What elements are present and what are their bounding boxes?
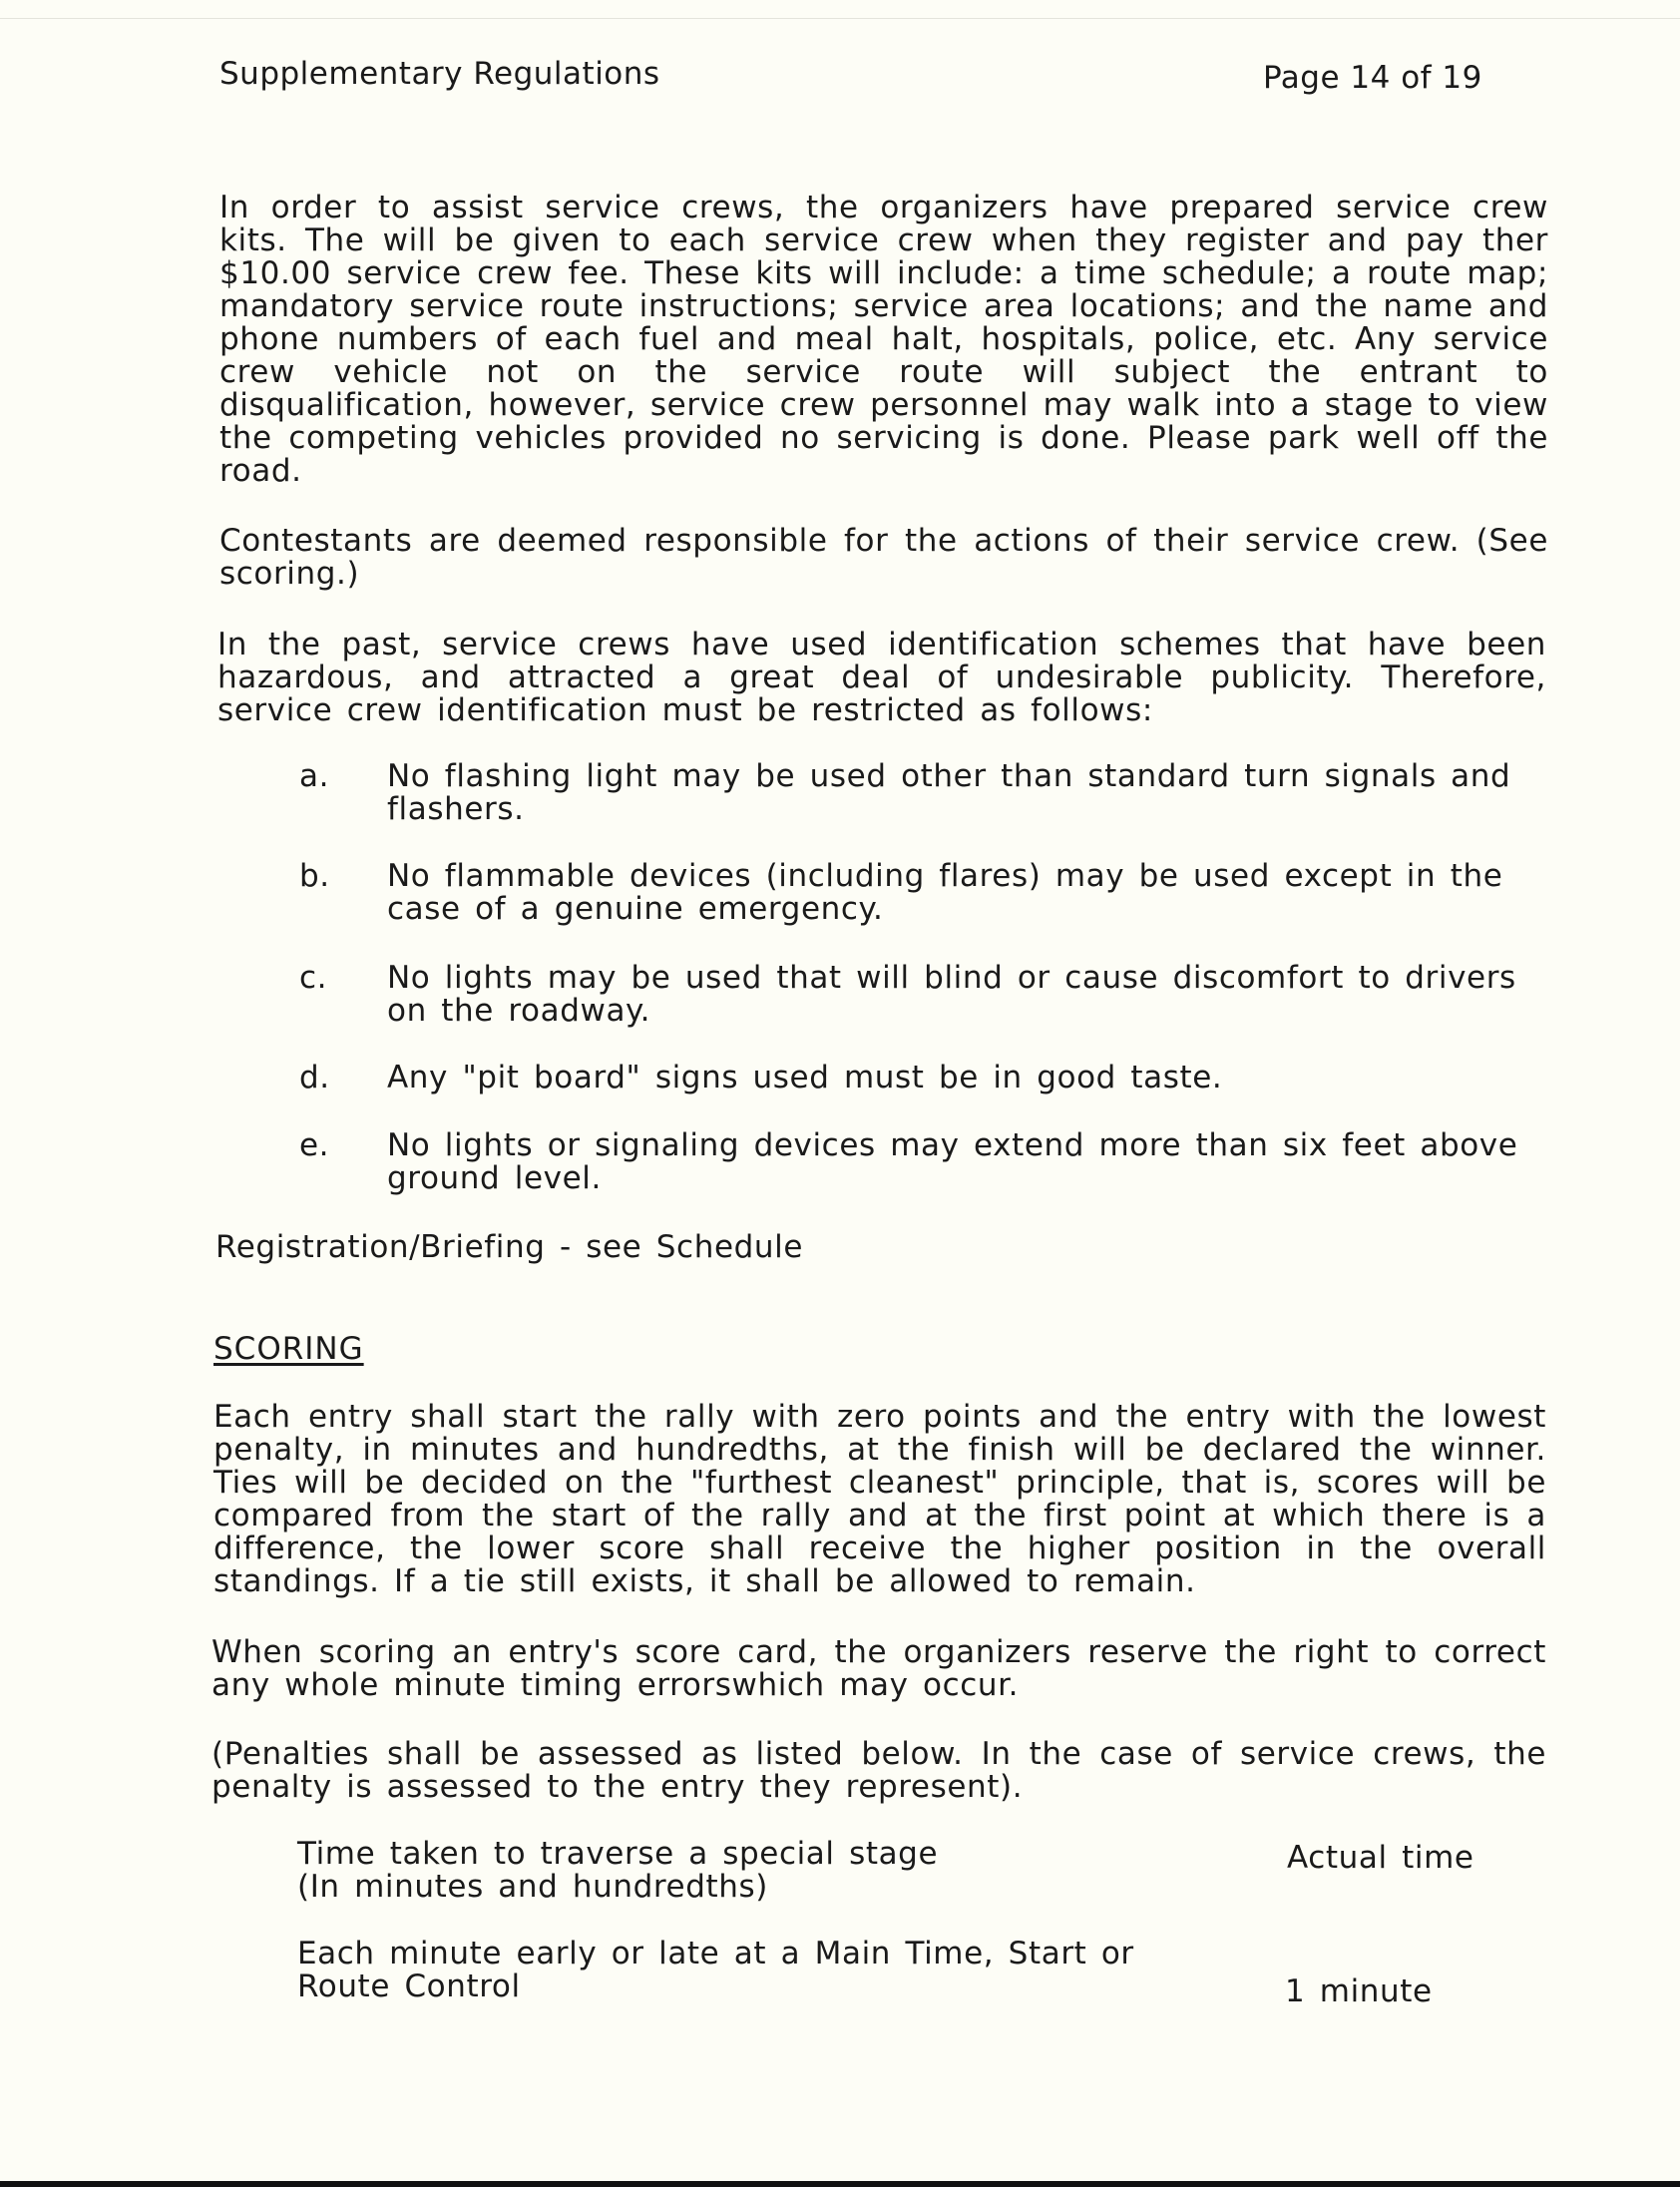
penalty-description-line: Route Control: [297, 1968, 521, 2004]
list-item-letter: b.: [299, 858, 330, 894]
list-item-text: No lights may be used that will blind or cause discomfort to drivers on the roadway.: [387, 960, 1516, 1029]
score-card-paragraph: When scoring an entry's score card, the organizers reserve the right to correct any whole minute timing errorswhich may occur.: [211, 1634, 1546, 1703]
list-item: [299, 760, 1548, 826]
list-item: [299, 1062, 1548, 1094]
penalty-row: [297, 1936, 1494, 2009]
penalty-description-line: (In minutes and hundredths): [297, 1869, 768, 1905]
penalty-row: [297, 1838, 1494, 1904]
list-item-text: No flashing light may be used other than standard turn signals and flashers.: [387, 758, 1511, 827]
list-item-text: No lights or signaling devices may extend more than six feet above ground level.: [387, 1127, 1518, 1196]
page-number: Page 14 of 19: [1263, 60, 1482, 96]
scan-edge-line: [0, 18, 1680, 19]
registration-briefing-line: Registration/Briefing - see Schedule: [215, 1229, 804, 1265]
list-item-letter: e.: [299, 1127, 330, 1163]
penalty-description: [297, 1938, 1195, 2003]
list-item: [299, 1129, 1548, 1195]
responsibility-paragraph: Contestants are deemed responsible for the actions of their service crew. (See scoring.): [219, 523, 1548, 592]
list-item-letter: a.: [299, 758, 330, 794]
list-item: [299, 962, 1548, 1028]
document-title: Supplementary Regulations: [219, 56, 660, 92]
scoring-paragraph: Each entry shall start the rally with zero points and the entry with the lowest penalty, in minutes and hundredths, at the finish will be declared the winner. Ties will be decided on the "furthest cleanest" principle, that is, scores will be compared from the start of the rally and at the first point at which there is a difference, the lower score shall receive the higher position in the overall standings. If a tie still exists, it shall be allowed to remain.: [213, 1399, 1546, 1599]
penalty-amount: Actual time: [1287, 1840, 1474, 1876]
list-item-text: No flammable devices (including flares) may be used except in the case of a genuine emergency.: [387, 858, 1503, 927]
scan-bottom-edge: [0, 2181, 1680, 2187]
service-kits-paragraph: In order to assist service crews, the organizers have prepared service crew kits. The will be given to each service crew when they register and pay ther $10.00 service crew fee. These kits will include: a time schedule; a route map; mandatory service route instructions; service area locations; and the name and phone numbers of each fuel and meal halt, hospitals, police, etc. Any service crew vehicle not on the service route will subject the entrant to disqualification, however, service crew personnel may walk into a stage to view the competing vehicles provided no servicing is done. Please park well off the road.: [219, 190, 1548, 489]
list-item-letter: c.: [299, 960, 328, 996]
list-item-text: Any "pit board" signs used must be in good taste.: [387, 1060, 1223, 1095]
penalties-intro-paragraph: (Penalties shall be assessed as listed below. In the case of service crews, the penalty is assessed to the entry they represent).: [211, 1736, 1546, 1805]
penalty-amount: 1 minute: [1285, 1973, 1433, 2009]
penalty-description: [297, 1838, 1195, 1904]
scoring-heading: SCORING: [213, 1331, 364, 1367]
identification-paragraph: In the past, service crews have used identification schemes that have been hazardous, and attracted a great deal of undesirable publicity. Therefore, service crew identification must be restricted as follows:: [217, 627, 1546, 728]
list-item-letter: d.: [299, 1060, 330, 1095]
list-item: [299, 860, 1548, 926]
penalty-description-line: Time taken to traverse a special stage: [297, 1836, 939, 1872]
penalty-description-line: Each minute early or late at a Main Time, Start or: [297, 1936, 1134, 1971]
